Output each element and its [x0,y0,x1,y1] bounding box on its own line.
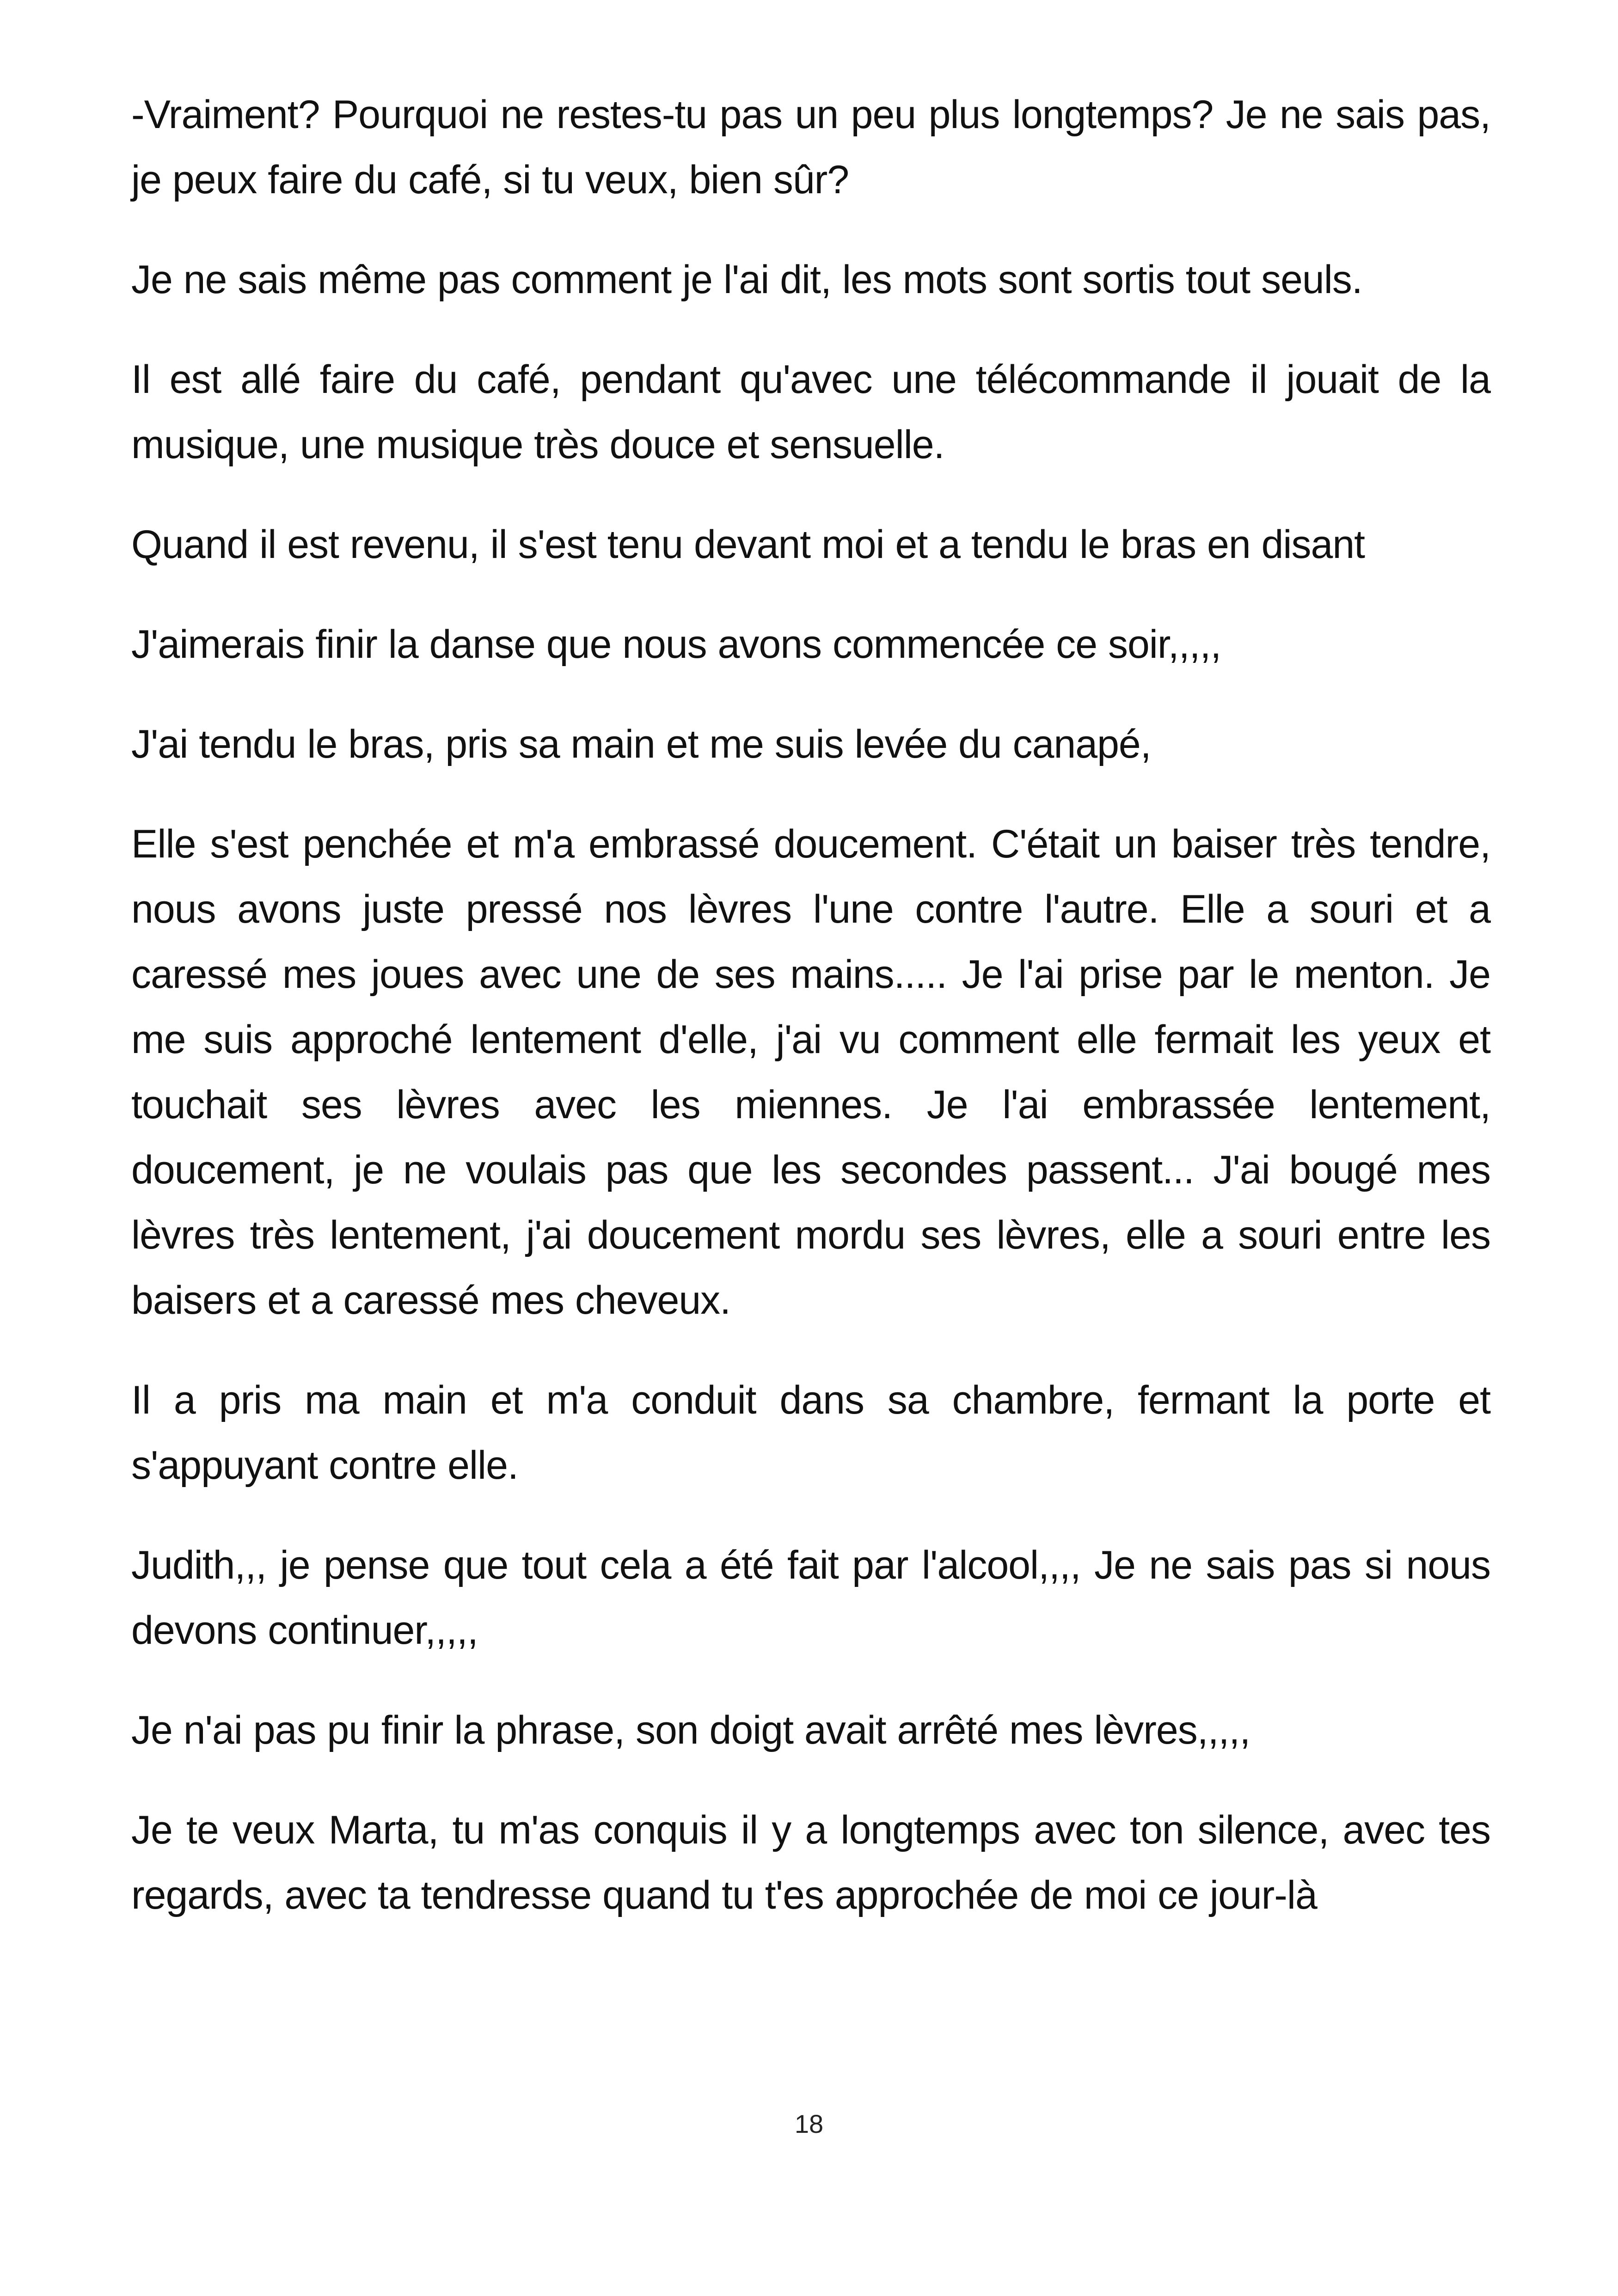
paragraph: J'aimerais finir la danse que nous avons commencée ce soir,,,,, [131,622,1221,667]
paragraph: Je te veux Marta, tu m'as conquis il y a longtemps avec ton silence, avec tes regards, avec ta tendresse quand tu t'es approchée de moi ce jour-là [131,1808,1490,1917]
paragraph: Elle s'est penchée et m'a embrassé doucement. C'était un baiser très tendre, nous avons juste pressé nos lèvres l'une contre l'autre. Elle a souri et a caressé mes joues avec une de ses mains..... Je l'ai prise par le menton. Je me suis approché lentement d'elle, j'ai vu comment elle fermait les yeux et touchait ses lèvres avec les miennes. Je l'ai embrassée lentement, doucement, je ne voulais pas que les secondes passent... J'ai bougé mes lèvres très lentement, j'ai doucement mordu ses lèvres, elle a souri entre les baisers et a caressé mes cheveux. [131,822,1490,1322]
paragraph: Judith,,, je pense que tout cela a été fait par l'alcool,,,, Je ne sais pas si nous devons continuer,,,,, [131,1543,1490,1653]
paragraph: Il a pris ma main et m'a conduit dans sa chambre, fermant la porte et s'appuyant contre elle. [131,1378,1490,1488]
paragraph: Je ne sais même pas comment je l'ai dit, les mots sont sortis tout seuls. [131,257,1362,302]
paragraph: Je n'ai pas pu finir la phrase, son doigt avait arrêté mes lèvres,,,,, [131,1708,1250,1752]
paragraph: J'ai tendu le bras, pris sa main et me suis levée du canapé, [131,722,1151,766]
paragraph: Il est allé faire du café, pendant qu'avec une télécommande il jouait de la musique, une musique très douce et sensuelle. [131,357,1490,467]
paragraph: -Vraiment? Pourquoi ne restes-tu pas un peu plus longtemps? Je ne sais pas, je peux faire du café, si tu veux, bien sûr? [131,92,1490,202]
body-text [131,82,1490,1963]
paragraph: Quand il est revenu, il s'est tenu devant moi et a tendu le bras en disant [131,522,1365,567]
page-number: 18 [794,2109,824,2138]
